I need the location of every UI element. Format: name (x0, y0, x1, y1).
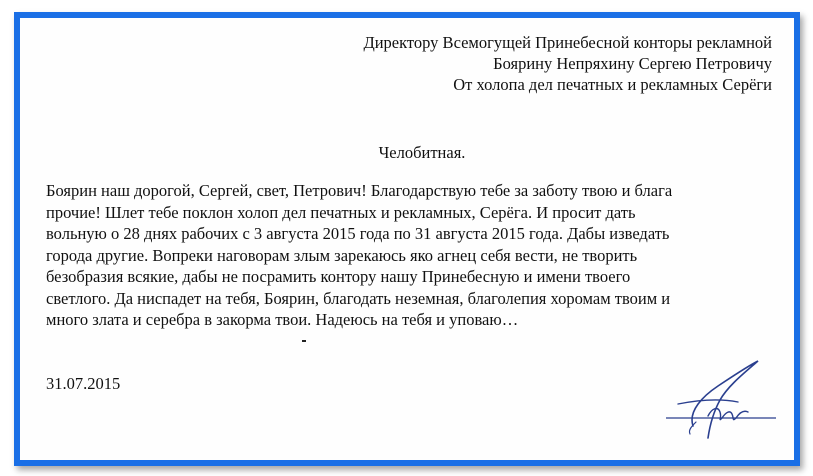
document-page (20, 18, 794, 460)
body-line: много злата и серебра в закорма твои. Надеюсь на тебя и уповаю… (46, 310, 519, 329)
petition-body (46, 180, 776, 331)
stray-dash-mark (302, 340, 306, 342)
body-line: светлого. Да ниспадет на тебя, Боярин, благодать неземная, благолепия хоромам твоим и (46, 288, 671, 308)
document-date: 31.07.2015 (46, 374, 121, 393)
body-line: безобразия всякие, дабы не посрамить контору нашу Принебесную и имени твоего (46, 267, 631, 286)
body-line: Боярин наш дорогой, Сергей, свет, Петрович! Благодарствую тебе за заботу твою и блага (46, 181, 673, 200)
document-title: Челобитная. (378, 143, 466, 162)
body-line: города другие. Вопреки наговорам злым зарекаюсь яко агнец себя вести, не творить (46, 245, 638, 265)
body-line: прочие! Шлет тебе поклон холоп дел печатных и рекламных, Серёга. И просит дать (46, 202, 636, 222)
handwritten-signature-icon (648, 356, 778, 446)
addressee-line-1: Директору Всемогущей Принебесной конторы рекламной (363, 33, 772, 52)
addressee-block (363, 32, 772, 95)
addressee-line-2: Боярину Непряхину Сергею Петровичу (493, 54, 772, 73)
sender-line: От холопа дел печатных и рекламных Серёги (453, 75, 772, 94)
body-line: вольную о 28 днях рабочих с 3 августа 2015 года по 31 августа 2015 года. Дабы изведать (46, 224, 670, 243)
